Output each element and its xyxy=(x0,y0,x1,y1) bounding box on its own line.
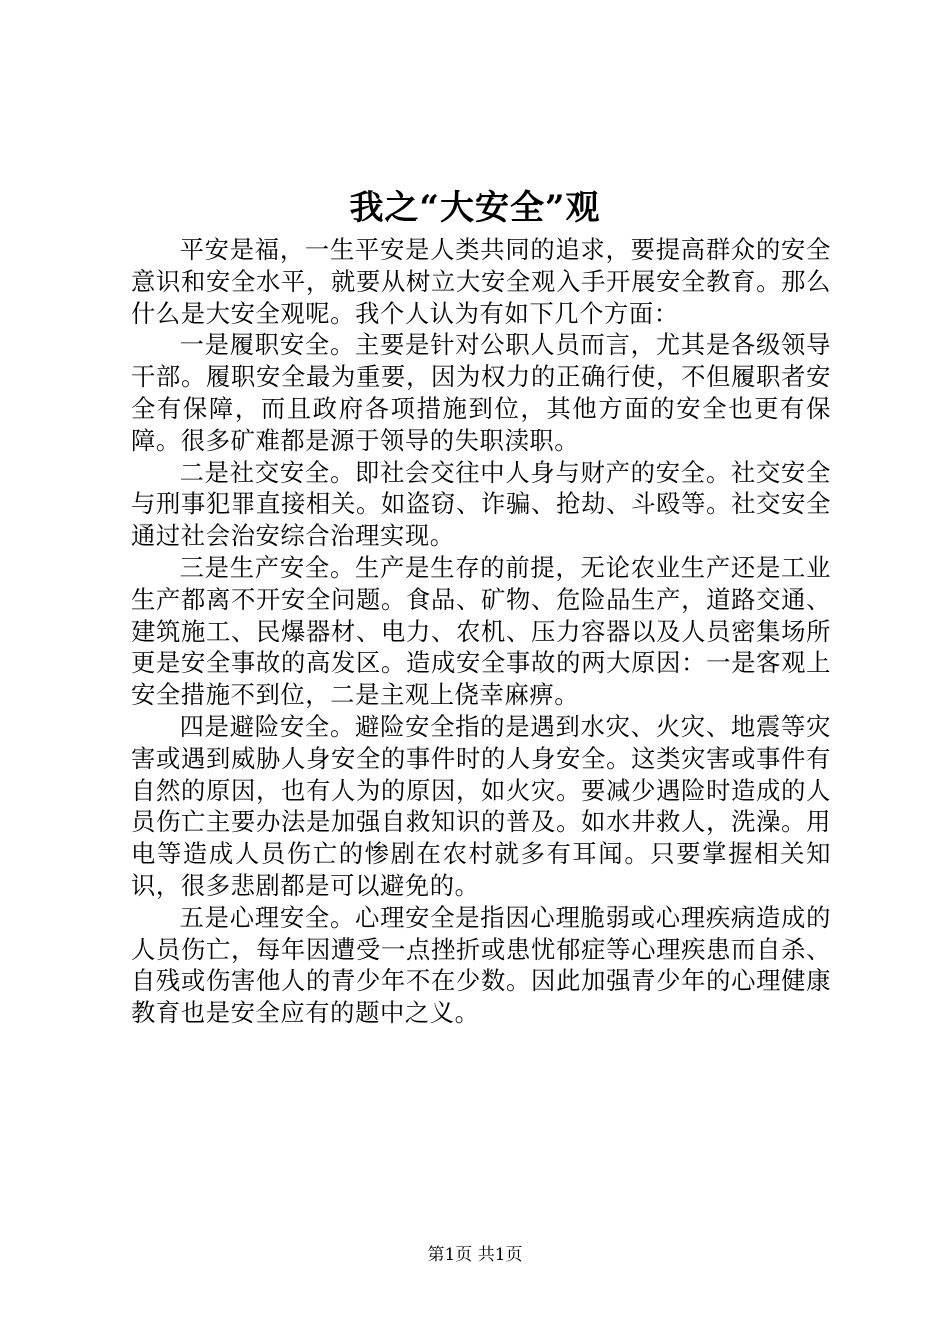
document-title: 我之“大安全”观 xyxy=(349,188,601,228)
paragraph-intro: 平安是福，一生平安是人类共同的追求，要提高群众的安全意识和安全水平，就要从树立大安全观入手开展安全教育。那么什么是大安全观呢。我个人认为有如下几个方面： xyxy=(131,235,831,328)
paragraph-production-safety: 三是生产安全。生产是生存的前提，无论农业生产还是工业生产都离不开安全问题。食品、矿物、危险品生产，道路交通、建筑施工、民爆器材、电力、农机、压力容器以及人员密集场所更是安全事故的高发区。造成安全事故的两大原因：一是客观上安全措施不到位，二是主观上侥幸麻痹。 xyxy=(131,552,831,710)
paragraph-social-safety: 二是社交安全。即社会交往中人身与财产的安全。社交安全与刑事犯罪直接相关。如盗窃、诈骗、抢劫、斗殴等。社交安全通过社会治安综合治理实现。 xyxy=(131,457,831,551)
page-number-footer: 第1页 共1页 xyxy=(427,1245,523,1265)
paragraph-hazard-avoidance-safety: 四是避险安全。避险安全指的是遇到水灾、火灾、地震等灾害或遇到威胁人身安全的事件时的人身安全。这类灾害或事件有自然的原因，也有人为的原因，如火灾。要减少遇险时造成的人员伤亡主要办法是加强自救知识的普及。如水井救人，洗澡。用电等造成人员伤亡的惨剧在农村就多有耳闻。只要掌握相关知识，很多悲剧都是可以避免的。 xyxy=(131,711,831,900)
document-body xyxy=(131,234,831,1029)
paragraph-duty-safety: 一是履职安全。主要是针对公职人员而言，尤其是各级领导干部。履职安全最为重要，因为权力的正确行使，不但履职者安全有保障，而且政府各项措施到位，其他方面的安全也更有保障。很多矿难都是源于领导的失职渎职。 xyxy=(131,330,831,455)
paragraph-psychological-safety: 五是心理安全。心理安全是指因心理脆弱或心理疾病造成的人员伤亡，每年因遭受一点挫折或患忧郁症等心理疾患而自杀、自残或伤害他人的青少年不在少数。因此加强青少年的心理健康教育也是安全应有的题中之义。 xyxy=(131,902,831,1028)
